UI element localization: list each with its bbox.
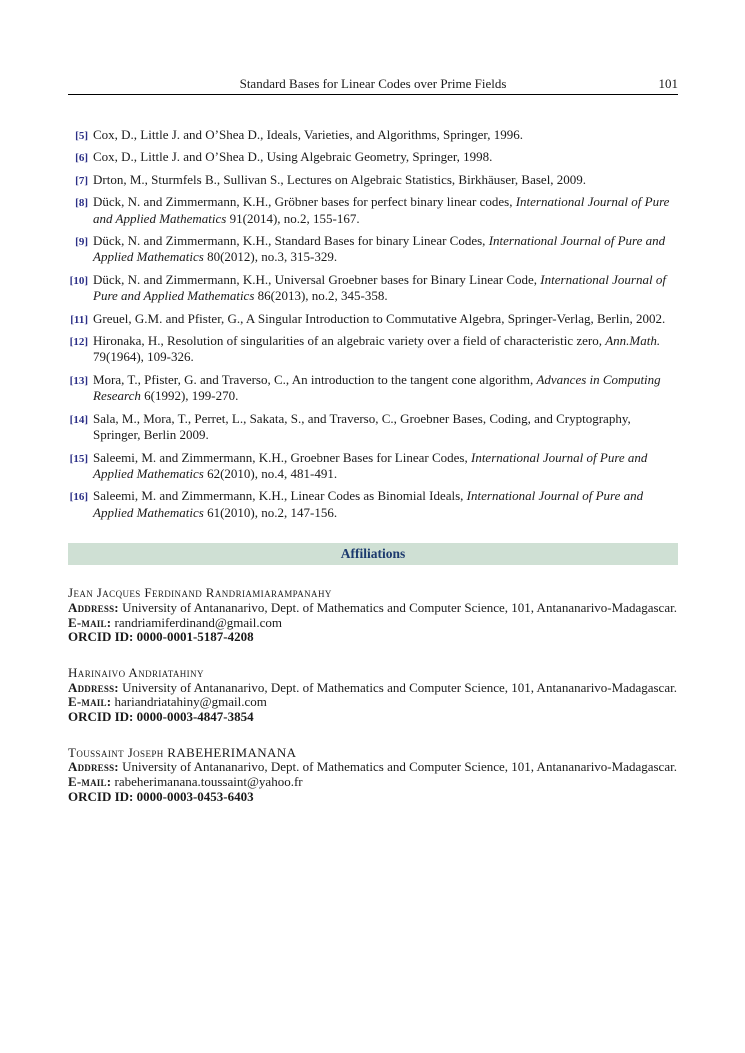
author-name: Harinaivo Andriatahiny bbox=[68, 664, 204, 680]
email-label: E-mail: bbox=[68, 694, 112, 710]
orcid-value: 0000-0003-4847-3854 bbox=[136, 709, 254, 725]
address-value: University of Antananarivo, Dept. of Mathematics and Computer Science, 101, Antananarivo-Madagascar. bbox=[122, 679, 677, 695]
address-value: University of Antananarivo, Dept. of Mathematics and Computer Science, 101, Antananarivo-Madagascar. bbox=[122, 759, 677, 775]
page-content bbox=[68, 0, 678, 805]
author-affiliation-block bbox=[68, 746, 678, 805]
reference-text: Greuel, G.M. and Pfister, G., A Singular Introduction to Commutative Algebra, Springer-Verlag, Berlin, 2002. bbox=[93, 310, 666, 326]
reference-label: [9] bbox=[75, 236, 88, 249]
reference-label: [16] bbox=[69, 491, 88, 504]
reference-item bbox=[68, 172, 678, 188]
affiliations-list bbox=[68, 586, 678, 804]
address-label: Address: bbox=[68, 679, 119, 695]
address-label: Address: bbox=[68, 759, 119, 775]
orcid-label: ORCID ID: bbox=[68, 629, 134, 645]
reference-text: Dück, N. and Zimmermann, K.H., Standard Bases for binary Linear Codes, International Journal of Pure and Applied Mathematics 80(2012), no.3, 315-329. bbox=[93, 233, 666, 265]
author-name: Jean Jacques Ferdinand Randriamiarampanahy bbox=[68, 585, 332, 601]
reference-label: [11] bbox=[70, 313, 88, 326]
reference-text: Saleemi, M. and Zimmermann, K.H., Linear Codes as Binomial Ideals, International Journal of Pure and Applied Mathematics 61(2010), no.2, 147-156. bbox=[93, 488, 644, 520]
reference-item bbox=[68, 411, 678, 444]
reference-list bbox=[68, 127, 678, 521]
reference-item bbox=[68, 149, 678, 165]
reference-item bbox=[68, 311, 678, 327]
reference-item bbox=[68, 488, 678, 521]
orcid-label: ORCID ID: bbox=[68, 788, 134, 804]
author-address-line bbox=[68, 601, 678, 616]
email-value: rabeherimanana.toussaint@yahoo.fr bbox=[114, 774, 303, 790]
author-affiliation-block bbox=[68, 586, 678, 645]
reference-text: Hironaka, H., Resolution of singularities of an algebraic variety over a field of characteristic zero, Ann.Math. 79(1964), 109-326. bbox=[93, 333, 661, 365]
reference-item bbox=[68, 333, 678, 366]
author-orcid-line bbox=[68, 710, 678, 725]
email-label: E-mail: bbox=[68, 774, 112, 790]
email-label: E-mail: bbox=[68, 614, 112, 630]
reference-text: Cox, D., Little J. and O’Shea D., Ideals, Varieties, and Algorithms, Springer, 1996. bbox=[93, 127, 523, 142]
reference-item bbox=[68, 194, 678, 227]
reference-item bbox=[68, 450, 678, 483]
reference-text: Mora, T., Pfister, G. and Traverso, C., An introduction to the tangent cone algorithm, Advances in Computing Research 6(1992), 199-270. bbox=[93, 371, 661, 404]
reference-label: [14] bbox=[69, 413, 88, 426]
reference-label: [8] bbox=[75, 197, 88, 210]
reference-text: Dück, N. and Zimmermann, K.H., Universal Groebner bases for Binary Linear Code, International Journal of Pure and Applied Mathematics 86(2013), no.2, 345-358. bbox=[93, 271, 666, 304]
running-head-title: Standard Bases for Linear Codes over Prime Fields bbox=[239, 76, 507, 91]
orcid-value: 0000-0003-0453-6403 bbox=[136, 788, 254, 804]
header-rule bbox=[68, 94, 678, 95]
reference-item bbox=[68, 127, 678, 143]
author-email-line bbox=[68, 616, 678, 631]
orcid-value: 0000-0001-5187-4208 bbox=[136, 629, 254, 645]
author-affiliation-block bbox=[68, 666, 678, 725]
author-orcid-line bbox=[68, 790, 678, 805]
reference-label: [7] bbox=[75, 174, 88, 187]
author-email-line bbox=[68, 695, 678, 710]
reference-label: [5] bbox=[75, 130, 88, 142]
reference-label: [6] bbox=[75, 152, 88, 165]
email-value: hariandriatahiny@gmail.com bbox=[114, 694, 267, 710]
address-value: University of Antananarivo, Dept. of Mathematics and Computer Science, 101, Antananarivo-Madagascar. bbox=[122, 599, 677, 615]
author-email-line bbox=[68, 775, 678, 790]
reference-item bbox=[68, 272, 678, 305]
author-orcid-line bbox=[68, 630, 678, 645]
reference-text: Sala, M., Mora, T., Perret, L., Sakata, S., and Traverso, C., Groebner Bases, Coding, and Cryptography, Springer, Berlin 2009. bbox=[93, 410, 631, 443]
running-head bbox=[68, 76, 678, 91]
email-value: randriamiferdinand@gmail.com bbox=[114, 614, 283, 630]
affiliations-heading-text: Affiliations bbox=[340, 546, 406, 562]
affiliations-heading-banner bbox=[68, 543, 678, 565]
reference-item bbox=[68, 372, 678, 405]
reference-label: [15] bbox=[69, 452, 88, 465]
reference-text: Cox, D., Little J. and O’Shea D., Using Algebraic Geometry, Springer, 1998. bbox=[93, 149, 493, 165]
author-address-line bbox=[68, 760, 678, 775]
reference-text: Saleemi, M. and Zimmermann, K.H., Groebner Bases for Linear Codes, International Journal of Pure and Applied Mathematics 62(2010), no.4, 481-491. bbox=[93, 449, 648, 481]
reference-text: Drton, M., Sturmfels B., Sullivan S., Lectures on Algebraic Statistics, Birkhäuser, Basel, 2009. bbox=[93, 171, 587, 187]
reference-item bbox=[68, 233, 678, 266]
reference-label: [10] bbox=[69, 274, 88, 287]
address-label: Address: bbox=[68, 599, 119, 615]
reference-label: [12] bbox=[69, 336, 88, 349]
author-address-line bbox=[68, 681, 678, 696]
author-name: Toussaint Joseph RABEHERIMANANA bbox=[68, 744, 297, 760]
reference-label: [13] bbox=[69, 374, 88, 387]
reference-text: Dück, N. and Zimmermann, K.H., Gröbner bases for perfect binary linear codes, International Journal of Pure and Applied Mathematics 91(2014), no.2, 155-167. bbox=[93, 194, 670, 226]
page-number: 101 bbox=[658, 76, 678, 91]
orcid-label: ORCID ID: bbox=[68, 709, 134, 725]
